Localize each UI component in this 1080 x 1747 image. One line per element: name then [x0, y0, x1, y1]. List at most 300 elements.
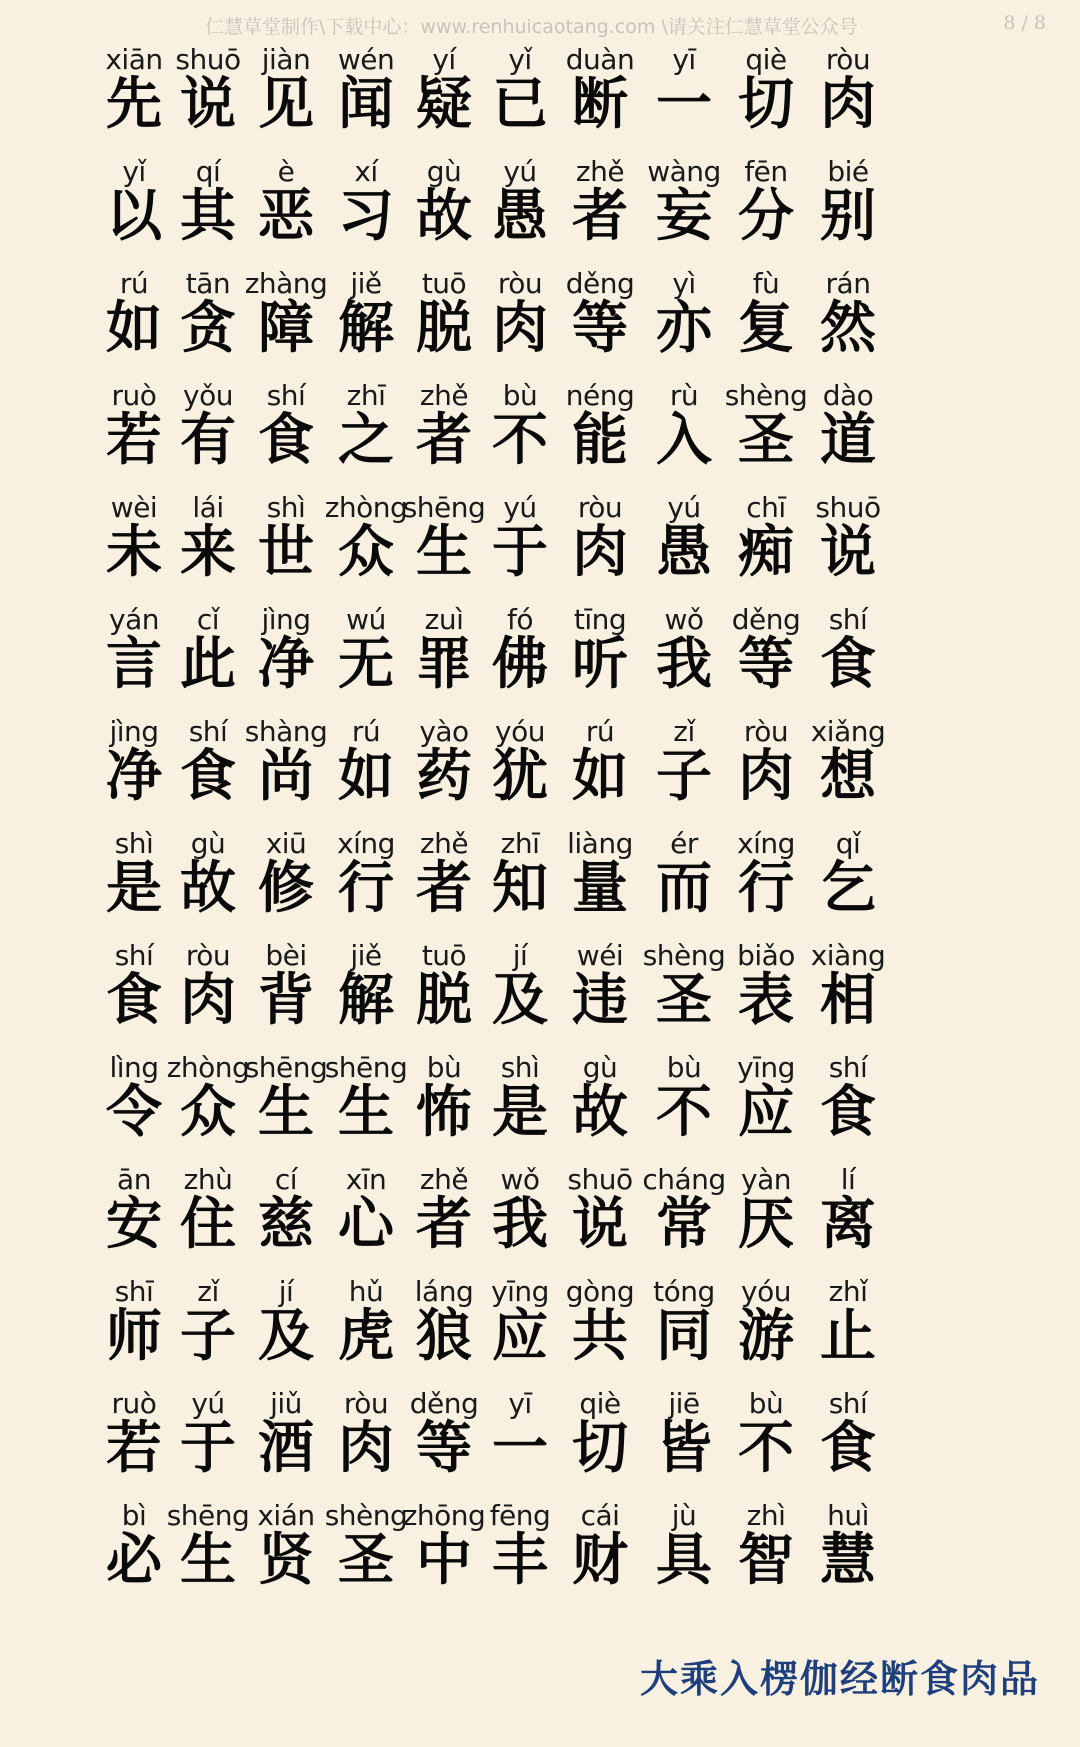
- pinyin: xiàng: [810, 939, 886, 972]
- pinyin: shì: [500, 1051, 540, 1084]
- pinyin: duàn: [565, 43, 635, 76]
- pinyin: cǐ: [196, 603, 220, 636]
- pinyin: zǐ: [197, 1275, 219, 1308]
- hanzi: 心: [338, 1192, 394, 1257]
- pinyin: jìng: [261, 603, 311, 636]
- hanzi: 财: [572, 1528, 628, 1593]
- hanzi: 故: [572, 1080, 628, 1145]
- pinyin: shì: [114, 827, 154, 860]
- pinyin: shuō: [567, 1163, 633, 1196]
- verse-character: [800, 938, 896, 1050]
- pinyin: néng: [565, 379, 635, 412]
- pinyin: bèi: [265, 939, 307, 972]
- pinyin: zhī: [500, 827, 540, 860]
- pinyin: shí: [828, 1387, 868, 1420]
- hanzi: 说: [180, 72, 236, 137]
- pinyin: liàng: [567, 827, 633, 860]
- hanzi: 痴: [738, 520, 794, 585]
- hanzi: 师: [106, 1304, 162, 1369]
- hanzi: 愚: [656, 520, 712, 585]
- hanzi: 疑: [416, 72, 472, 137]
- pinyin: děng: [409, 1387, 479, 1420]
- hanzi: 之: [338, 408, 394, 473]
- verse-character: [800, 266, 896, 378]
- verse-line: [0, 1162, 1080, 1274]
- pinyin: gù: [426, 155, 462, 188]
- hanzi: 复: [738, 296, 794, 361]
- hanzi: 生: [258, 1080, 314, 1145]
- hanzi: 违: [572, 968, 628, 1033]
- verse-character: [800, 1498, 896, 1610]
- pinyin: rán: [825, 267, 871, 300]
- pinyin: wàng: [647, 155, 721, 188]
- pinyin: zhōng: [402, 1499, 486, 1532]
- hanzi: 等: [572, 296, 628, 361]
- pinyin: bù: [748, 1387, 784, 1420]
- hanzi: 令: [106, 1080, 162, 1145]
- pinyin: zhù: [183, 1163, 233, 1196]
- verse-character: [800, 42, 896, 154]
- pinyin: tān: [185, 267, 231, 300]
- pinyin: yí: [432, 43, 456, 76]
- hanzi: 食: [258, 408, 314, 473]
- hanzi: 圣: [338, 1528, 394, 1593]
- hanzi: 等: [416, 1416, 472, 1481]
- pinyin: shì: [266, 491, 306, 524]
- hanzi: 是: [492, 1080, 548, 1145]
- pinyin: jiàn: [261, 43, 311, 76]
- pinyin: ér: [670, 827, 698, 860]
- pinyin: shàng: [244, 715, 328, 748]
- pinyin: bié: [827, 155, 869, 188]
- pinyin: qí: [195, 155, 221, 188]
- hanzi: 修: [258, 856, 314, 921]
- verse-character: [800, 154, 896, 266]
- hanzi: 及: [258, 1304, 314, 1369]
- pinyin: xián: [257, 1499, 315, 1532]
- hanzi: 已: [492, 72, 548, 137]
- verse-line: [0, 266, 1080, 378]
- hanzi: 不: [656, 1080, 712, 1145]
- pinyin: shēng: [402, 491, 486, 524]
- pinyin: tuō: [421, 267, 467, 300]
- hanzi: 慈: [258, 1192, 314, 1257]
- pinyin: lái: [192, 491, 224, 524]
- pinyin: hǔ: [348, 1275, 384, 1308]
- pinyin: ròu: [743, 715, 789, 748]
- hanzi: 先: [106, 72, 162, 137]
- verse-character: [800, 714, 896, 826]
- hanzi: 中: [416, 1528, 472, 1593]
- hanzi: 生: [180, 1528, 236, 1593]
- hanzi: 其: [180, 184, 236, 249]
- pinyin: rú: [119, 267, 149, 300]
- pinyin: zhī: [346, 379, 386, 412]
- hanzi: 者: [416, 856, 472, 921]
- hanzi: 智: [738, 1528, 794, 1593]
- hanzi: 量: [572, 856, 628, 921]
- hanzi: 此: [180, 632, 236, 697]
- pinyin: ròu: [497, 267, 543, 300]
- hanzi: 狼: [416, 1304, 472, 1369]
- hanzi: 游: [738, 1304, 794, 1369]
- hanzi: 住: [180, 1192, 236, 1257]
- pinyin: zhàng: [244, 267, 328, 300]
- pinyin: bù: [502, 379, 538, 412]
- header-watermark-text: 仁慧草堂制作\下载中心：www.renhuicaotang.com \请关注仁慧草堂公众号: [205, 16, 858, 38]
- hanzi: 听: [572, 632, 628, 697]
- hanzi: 故: [416, 184, 472, 249]
- hanzi: 言: [106, 632, 162, 697]
- hanzi: 肉: [820, 72, 876, 137]
- pinyin: zhǐ: [828, 1275, 868, 1308]
- hanzi: 丰: [492, 1528, 548, 1593]
- verse-line: [0, 1050, 1080, 1162]
- hanzi: 如: [572, 744, 628, 809]
- hanzi: 者: [416, 408, 472, 473]
- pinyin: gù: [190, 827, 226, 860]
- hanzi: 于: [492, 520, 548, 585]
- hanzi: 肉: [492, 296, 548, 361]
- pinyin: dào: [822, 379, 874, 412]
- hanzi: 世: [258, 520, 314, 585]
- pinyin: jiě: [350, 939, 382, 972]
- pinyin: yīng: [491, 1275, 549, 1308]
- hanzi: 说: [572, 1192, 628, 1257]
- pinyin: qǐ: [835, 827, 861, 860]
- verse-grid: [0, 42, 1080, 1610]
- pinyin: shèng: [642, 939, 726, 972]
- pinyin: jí: [278, 1275, 294, 1308]
- pinyin: cí: [274, 1163, 298, 1196]
- hanzi: 而: [656, 856, 712, 921]
- hanzi: 然: [820, 296, 876, 361]
- hanzi: 能: [572, 408, 628, 473]
- pinyin: xiū: [265, 827, 307, 860]
- pinyin: rù: [669, 379, 699, 412]
- pinyin: bì: [121, 1499, 147, 1532]
- hanzi: 无: [338, 632, 394, 697]
- pinyin: yīng: [737, 1051, 795, 1084]
- pinyin: tóng: [653, 1275, 715, 1308]
- hanzi: 肉: [738, 744, 794, 809]
- verse-character: [800, 1050, 896, 1162]
- hanzi: 圣: [738, 408, 794, 473]
- hanzi: 必: [106, 1528, 162, 1593]
- hanzi: 想: [820, 744, 876, 809]
- pinyin: yú: [503, 155, 537, 188]
- pinyin: yī: [672, 43, 696, 76]
- hanzi: 行: [738, 856, 794, 921]
- pinyin: shí: [828, 603, 868, 636]
- hanzi: 皆: [656, 1416, 712, 1481]
- hanzi: 者: [416, 1192, 472, 1257]
- pinyin: wéi: [576, 939, 624, 972]
- pinyin: yú: [667, 491, 701, 524]
- verse-line: [0, 938, 1080, 1050]
- pinyin: wǒ: [664, 603, 704, 636]
- pinyin: wèi: [110, 491, 158, 524]
- hanzi: 脱: [416, 296, 472, 361]
- hanzi: 酒: [258, 1416, 314, 1481]
- pinyin: shèng: [324, 1499, 408, 1532]
- pinyin: jìng: [109, 715, 159, 748]
- hanzi: 食: [820, 1416, 876, 1481]
- pinyin: děng: [565, 267, 635, 300]
- pinyin: fēn: [744, 155, 788, 188]
- hanzi: 净: [106, 744, 162, 809]
- hanzi: 我: [656, 632, 712, 697]
- verse-character: [800, 1386, 896, 1498]
- pinyin: jiǔ: [270, 1387, 302, 1420]
- hanzi: 慧: [820, 1528, 876, 1593]
- pinyin: fēng: [489, 1499, 551, 1532]
- hanzi: 解: [338, 296, 394, 361]
- hanzi: 常: [656, 1192, 712, 1257]
- hanzi: 不: [738, 1416, 794, 1481]
- pinyin: láng: [414, 1275, 474, 1308]
- pinyin: xiǎng: [810, 715, 886, 748]
- verse-line: [0, 826, 1080, 938]
- pinyin: rú: [351, 715, 381, 748]
- hanzi: 生: [338, 1080, 394, 1145]
- pinyin: zhě: [575, 155, 625, 188]
- pinyin: fù: [752, 267, 780, 300]
- verse-line: [0, 1386, 1080, 1498]
- hanzi: 亦: [656, 296, 712, 361]
- hanzi: 闻: [338, 72, 394, 137]
- hanzi: 众: [338, 520, 394, 585]
- hanzi: 食: [820, 1080, 876, 1145]
- hanzi: 食: [106, 968, 162, 1033]
- pinyin: biǎo: [737, 939, 795, 972]
- hanzi: 不: [492, 408, 548, 473]
- pinyin: shí: [266, 379, 306, 412]
- pinyin: gù: [582, 1051, 618, 1084]
- hanzi: 净: [258, 632, 314, 697]
- hanzi: 未: [106, 520, 162, 585]
- verse-line: [0, 42, 1080, 154]
- pinyin: zhòng: [166, 1051, 250, 1084]
- pinyin: cháng: [642, 1163, 726, 1196]
- pinyin: xíng: [337, 827, 395, 860]
- verse-character: [800, 378, 896, 490]
- hanzi: 怖: [416, 1080, 472, 1145]
- page-number: 8 / 8: [1003, 12, 1046, 34]
- hanzi: 若: [106, 1416, 162, 1481]
- pinyin: tuō: [421, 939, 467, 972]
- pinyin: yóu: [495, 715, 545, 748]
- hanzi: 恶: [258, 184, 314, 249]
- hanzi: 切: [738, 72, 794, 137]
- hanzi: 妄: [656, 184, 712, 249]
- pinyin: xí: [354, 155, 378, 188]
- pinyin: yǐ: [508, 43, 532, 76]
- hanzi: 背: [258, 968, 314, 1033]
- hanzi: 食: [180, 744, 236, 809]
- pinyin: zuì: [424, 603, 464, 636]
- hanzi: 若: [106, 408, 162, 473]
- pinyin: yú: [503, 491, 537, 524]
- pinyin: wú: [346, 603, 386, 636]
- verse-line: [0, 602, 1080, 714]
- hanzi: 表: [738, 968, 794, 1033]
- hanzi: 及: [492, 968, 548, 1033]
- verse-line: [0, 1498, 1080, 1610]
- pinyin: shēng: [166, 1499, 250, 1532]
- hanzi: 乞: [820, 856, 876, 921]
- verse-line: [0, 154, 1080, 266]
- pinyin: rú: [585, 715, 615, 748]
- hanzi: 一: [492, 1416, 548, 1481]
- pinyin: shuō: [815, 491, 881, 524]
- pinyin: yǒu: [183, 379, 233, 412]
- pinyin: yóu: [741, 1275, 791, 1308]
- verse-character: [800, 826, 896, 938]
- hanzi: 虎: [338, 1304, 394, 1369]
- hanzi: 分: [738, 184, 794, 249]
- pinyin: yì: [672, 267, 696, 300]
- pinyin: zhě: [419, 827, 469, 860]
- hanzi: 佛: [492, 632, 548, 697]
- pinyin: ruò: [111, 379, 157, 412]
- pinyin: cái: [580, 1499, 620, 1532]
- pinyin: xīn: [345, 1163, 387, 1196]
- hanzi: 贪: [180, 296, 236, 361]
- hanzi: 共: [572, 1304, 628, 1369]
- hanzi: 故: [180, 856, 236, 921]
- hanzi: 有: [180, 408, 236, 473]
- verse-character: [800, 1162, 896, 1274]
- pinyin: yú: [191, 1387, 225, 1420]
- pinyin: zhě: [419, 1163, 469, 1196]
- verse-line: [0, 1274, 1080, 1386]
- hanzi: 是: [106, 856, 162, 921]
- hanzi: 子: [656, 744, 712, 809]
- hanzi: 离: [820, 1192, 876, 1257]
- pinyin: xiān: [105, 43, 163, 76]
- pinyin: yǐ: [122, 155, 146, 188]
- pinyin: yán: [109, 603, 159, 636]
- verse-line: [0, 714, 1080, 826]
- pinyin: bù: [426, 1051, 462, 1084]
- hanzi: 肉: [180, 968, 236, 1033]
- hanzi: 相: [820, 968, 876, 1033]
- pinyin: lí: [840, 1163, 856, 1196]
- hanzi: 罪: [416, 632, 472, 697]
- pinyin: shēng: [324, 1051, 408, 1084]
- hanzi: 众: [180, 1080, 236, 1145]
- pinyin: è: [277, 155, 295, 188]
- hanzi: 障: [258, 296, 314, 361]
- hanzi: 以: [106, 184, 162, 249]
- pinyin: ròu: [825, 43, 871, 76]
- hanzi: 别: [820, 184, 876, 249]
- hanzi: 行: [338, 856, 394, 921]
- hanzi: 道: [820, 408, 876, 473]
- hanzi: 尚: [258, 744, 314, 809]
- pinyin: qiè: [745, 43, 787, 76]
- pinyin: yào: [419, 715, 469, 748]
- hanzi: 愚: [492, 184, 548, 249]
- hanzi: 圣: [656, 968, 712, 1033]
- hanzi: 厌: [738, 1192, 794, 1257]
- pinyin: jiē: [668, 1387, 700, 1420]
- pinyin: jiě: [350, 267, 382, 300]
- pinyin: zhì: [746, 1499, 786, 1532]
- hanzi: 子: [180, 1304, 236, 1369]
- hanzi: 如: [338, 744, 394, 809]
- pinyin: zǐ: [673, 715, 695, 748]
- pinyin: ruò: [111, 1387, 157, 1420]
- hanzi: 习: [338, 184, 394, 249]
- hanzi: 同: [656, 1304, 712, 1369]
- hanzi: 生: [416, 520, 472, 585]
- hanzi: 具: [656, 1528, 712, 1593]
- pinyin: lìng: [109, 1051, 159, 1084]
- hanzi: 止: [820, 1304, 876, 1369]
- pinyin: shī: [114, 1275, 154, 1308]
- hanzi: 犹: [492, 744, 548, 809]
- hanzi: 药: [416, 744, 472, 809]
- pinyin: shí: [114, 939, 154, 972]
- hanzi: 应: [738, 1080, 794, 1145]
- pinyin: shí: [188, 715, 228, 748]
- pinyin: ān: [117, 1163, 151, 1196]
- hanzi: 切: [572, 1416, 628, 1481]
- pinyin: zhě: [419, 379, 469, 412]
- pinyin: shí: [828, 1051, 868, 1084]
- pinyin: jí: [512, 939, 528, 972]
- pinyin: shèng: [724, 379, 808, 412]
- hanzi: 断: [572, 72, 628, 137]
- pinyin: xíng: [737, 827, 795, 860]
- hanzi: 贤: [258, 1528, 314, 1593]
- verse-line: [0, 490, 1080, 602]
- pinyin: gòng: [565, 1275, 635, 1308]
- verse-character: [800, 490, 896, 602]
- hanzi: 知: [492, 856, 548, 921]
- hanzi: 见: [258, 72, 314, 137]
- hanzi: 食: [820, 632, 876, 697]
- pinyin: ròu: [185, 939, 231, 972]
- hanzi: 一: [656, 72, 712, 137]
- hanzi: 来: [180, 520, 236, 585]
- pinyin: yī: [508, 1387, 532, 1420]
- pinyin: ròu: [577, 491, 623, 524]
- pinyin: tīng: [573, 603, 627, 636]
- pinyin: shuō: [175, 43, 241, 76]
- hanzi: 入: [656, 408, 712, 473]
- hanzi: 肉: [572, 520, 628, 585]
- hanzi: 说: [820, 520, 876, 585]
- hanzi: 安: [106, 1192, 162, 1257]
- pinyin: huì: [827, 1499, 869, 1532]
- pinyin: ròu: [343, 1387, 389, 1420]
- sutra-title: 大乘入楞伽经断食肉品: [639, 1656, 1040, 1701]
- pinyin: wǒ: [500, 1163, 540, 1196]
- hanzi: 应: [492, 1304, 548, 1369]
- verse-character: [800, 1274, 896, 1386]
- pinyin: chī: [746, 491, 786, 524]
- header-watermark: [0, 8, 1080, 38]
- pinyin: fó: [507, 603, 533, 636]
- pinyin: jù: [671, 1499, 697, 1532]
- hanzi: 脱: [416, 968, 472, 1033]
- hanzi: 我: [492, 1192, 548, 1257]
- pinyin: shēng: [244, 1051, 328, 1084]
- pinyin: bù: [666, 1051, 702, 1084]
